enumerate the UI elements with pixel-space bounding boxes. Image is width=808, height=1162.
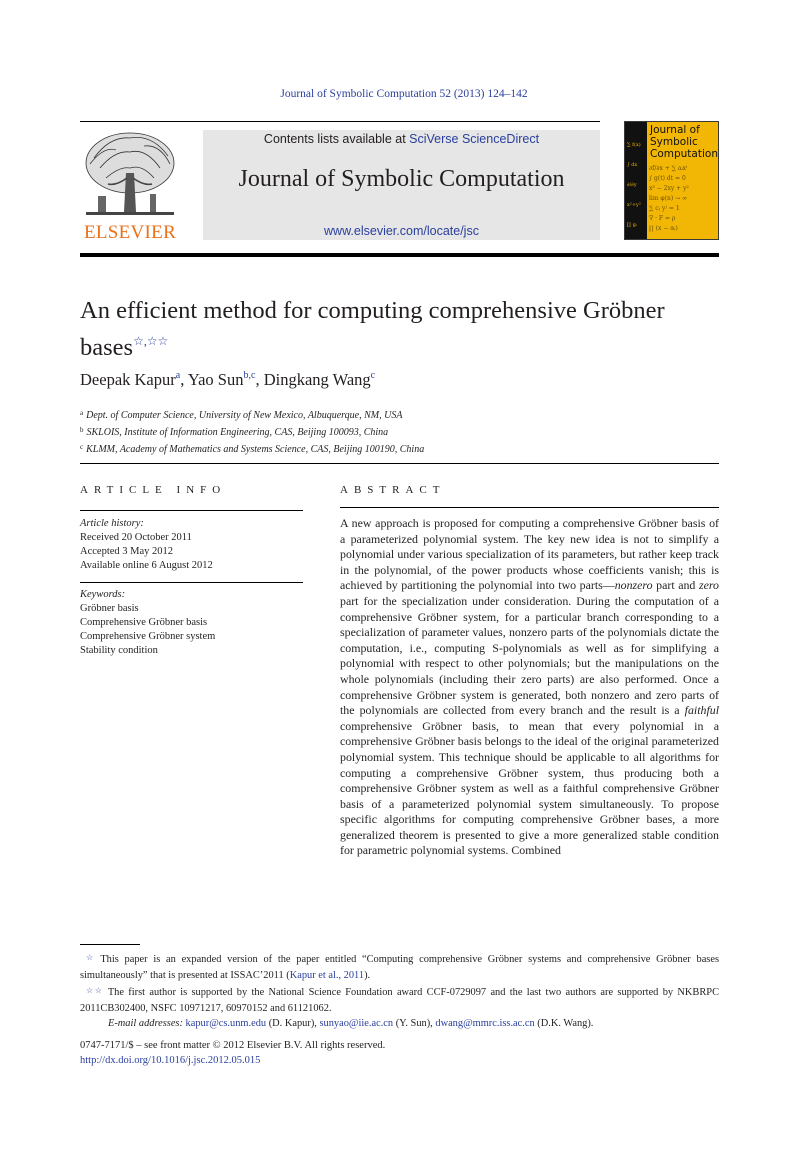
author-list: Deepak Kapur$^a$, Yao Sun$^{b,c}$, Dingkang Wang$^c$ (80, 370, 376, 389)
affiliations (80, 406, 424, 457)
sciencedirect-link[interactable]: SciVerse ScienceDirect (409, 132, 540, 146)
keywords-label: Keywords: (80, 589, 126, 600)
cover-dark-strip: ∑ f(x) ∫ dx ∂/∂y x²+y² ∏ gᵢ (625, 122, 647, 239)
banner-journal-title: Journal of Symbolic Computation (238, 166, 565, 192)
abstract-heading: ABSTRACT (340, 484, 446, 496)
author-name[interactable]: Dingkang Wang (263, 370, 371, 389)
author-name[interactable]: Deepak Kapur (80, 370, 176, 389)
article-info-heading: ARTICLE INFO (80, 484, 227, 496)
footnote-rule (80, 944, 140, 945)
paper-title-line1: An efficient method for computing comprehensive Gröbner (80, 297, 665, 324)
paper-title-line2: bases (80, 334, 134, 361)
title-footnote-marks[interactable]: ☆,☆☆ (133, 334, 169, 348)
journal-url-link[interactable]: www.elsevier.com/locate/jsc (324, 224, 479, 238)
keywords-rule (80, 582, 303, 583)
cover-formula-pattern: ∂f/∂x + ∑ aᵢxⁱ ∫ g(t) dt = 0 x³ − 2xy + y² lim φ(n) → ∞ ∑ cⱼ yʲ = 1 ∇ · F = ρ ∏ (x − αᵢ) (649, 165, 689, 232)
journal-citation-link[interactable]: Journal of Symbolic Computation 52 (2013) 124–142 (280, 88, 528, 100)
author-affil-mark[interactable]: c (370, 370, 376, 381)
email-addresses: E-mail addresses: kapur@cs.unm.edu (D. Kapur), sunyao@iie.ac.cn (Y. Sun), dwang@mmrc.iss.ac.cn (D.K. Wang). (108, 1018, 594, 1029)
article-history (80, 517, 213, 573)
elsevier-wordmark: ELSEVIER (83, 222, 177, 243)
email-link[interactable]: dwang@mmrc.iss.ac.cn (435, 1018, 535, 1029)
history-item: Received 20 October 2011 (80, 532, 192, 543)
paper-title (80, 296, 720, 363)
contents-prefix: Contents lists available at (263, 132, 410, 146)
author-affil-mark[interactable]: b,c (243, 370, 256, 381)
abstract-rule (340, 507, 719, 508)
doi-link[interactable]: http://dx.doi.org/10.1016/j.jsc.2012.05.015 (80, 1055, 261, 1066)
keyword-item: Comprehensive Gröbner system (80, 631, 216, 642)
header-divider (80, 463, 719, 464)
affiliation-item: $^b$ SKLOIS, Institute of Information Engineering, CAS, Beijing 100093, China (80, 426, 389, 438)
keyword-item: Gröbner basis (80, 603, 139, 614)
citation-link[interactable]: Kapur et al., 2011 (289, 969, 365, 981)
contents-line (203, 132, 600, 146)
keyword-item: Stability condition (80, 645, 158, 656)
affiliation-item: $^a$ Dept. of Computer Science, University of New Mexico, Albuquerque, NM, USA (80, 409, 403, 421)
keywords (80, 588, 215, 658)
affiliation-item: $^c$ KLMM, Academy of Mathematics and Systems Science, CAS, Beijing 100190, China (80, 443, 425, 455)
cover-title: Journal of Symbolic Computation (650, 124, 718, 160)
history-item: Available online 6 August 2012 (80, 560, 213, 571)
footnote-1: ☆ This paper is an expanded version of the paper entitled “Computing comprehensive Gröbner systems and comprehensive Gröbner bases simultaneously” that is presented at ISSAC’2011 (Kapur et al., 2011). (80, 953, 720, 981)
journal-cover-image (624, 121, 719, 240)
masthead-top-rule (80, 121, 600, 122)
abstract-text: A new approach is proposed for computing a comprehensive Gröbner basis of a parameterized polynomial system. The key new idea is not to simplify a polynomial under various specialization of its parameters, but rather keep track in the polynomial, of the power products whose coefficients vanish; this is achieved by partitioning the polynomial into two parts—nonzero part and zero part for the specialization under consideration. During the computation of a comprehensive Gröbner system, for a particular branch corresponding to a specialization of parameter values, nonzero parts of the polynomials dictate the computation, i.e., computing S-polynomials as well as for simplifying a polynomial with respect to other polynomials; but the manipulations on the whole polynomials (including their zero parts) are also performed. Once a comprehensive Gröbner system is generated, both nonzero and zero parts of the polynomials are collected from every branch and the result is a faithful comprehensive Gröbner basis, to mean that every polynomial in a comprehensive Gröbner basis belongs to the ideal of the original parameterized polynomial system. This technique should be applicable to all algorithms for computing a comprehensive Gröbner system, thus producing both a comprehensive Gröbner system as well as a faithful comprehensive Gröbner basis of a parameterized polynomial system simultaneously. To propose specific algorithms for computing comprehensive Gröbner bases, a more generalized theorem is presented to give a more generalized stable condition for parametric polynomial systems. Combined (340, 516, 719, 858)
article-info-rule (80, 510, 303, 511)
email-link[interactable]: kapur@cs.unm.edu (185, 1018, 267, 1029)
issn-line: 0747-7171/$ – see front matter © 2012 Elsevier B.V. All rights reserved. (80, 1040, 386, 1051)
masthead-bottom-rule (80, 253, 719, 257)
footnotes (80, 950, 719, 1032)
author-name[interactable]: Yao Sun (187, 370, 244, 389)
journal-banner (203, 130, 600, 240)
author-affil-mark[interactable]: a (175, 370, 181, 381)
history-label: Article history: (80, 518, 144, 529)
email-link[interactable]: sunyao@iie.ac.cn (319, 1018, 394, 1029)
history-item: Accepted 3 May 2012 (80, 546, 174, 557)
keyword-item: Comprehensive Gröbner basis (80, 617, 208, 628)
footnote-2: ☆☆ The first author is supported by the National Science Foundation award CCF-0729097 and the last two authors are supported by NKBRPC 2011CB302400, NSFC 10971217, 60970152 and 61121062. (80, 986, 720, 1014)
publication-info (80, 1038, 385, 1068)
